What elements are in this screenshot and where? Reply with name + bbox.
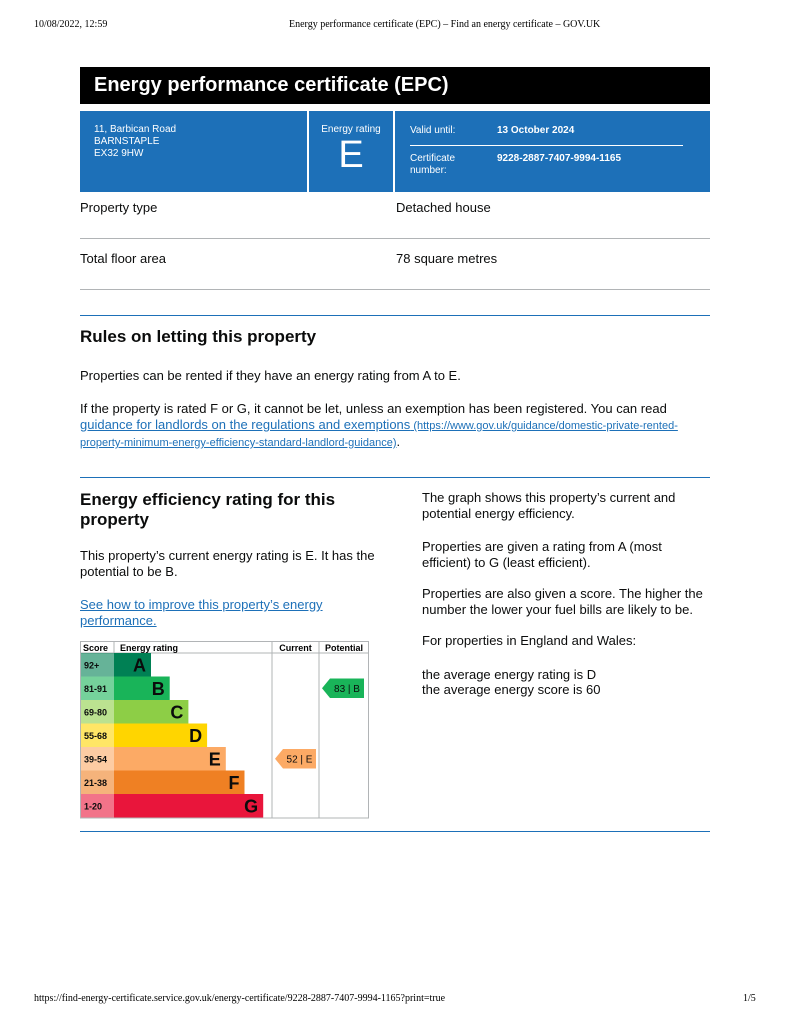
current-rating-text: This property’s current energy rating is E. It has the potential to be B. bbox=[80, 548, 375, 579]
band-bar-g bbox=[114, 794, 263, 818]
address-line: BARNSTAPLE bbox=[94, 136, 160, 147]
england-wales-label: For properties in England and Wales: bbox=[422, 633, 637, 648]
print-page-title: Energy performance certificate (EPC) – Find an energy certificate – GOV.UK bbox=[289, 19, 601, 30]
band-score-label: 39-54 bbox=[84, 754, 108, 765]
rating-explanation: Properties are given a rating from A (most efficient) to G (least efficient). bbox=[422, 539, 662, 570]
band-score-label: 69-80 bbox=[84, 707, 108, 718]
address-line: EX32 9HW bbox=[94, 148, 144, 159]
landlord-guidance-url: (https://www.gov.uk/guidance/domestic-private-rented-property-minimum-energy-efficiency-standard-landlord-guidance) bbox=[80, 420, 678, 449]
band-letter: A bbox=[133, 655, 146, 676]
chart-header-score: Score bbox=[83, 643, 109, 653]
print-datetime: 10/08/2022, 12:59 bbox=[34, 19, 108, 30]
divider bbox=[410, 145, 683, 146]
band-score-label: 92+ bbox=[84, 660, 100, 671]
band-letter: C bbox=[170, 702, 184, 723]
section-divider bbox=[80, 831, 710, 832]
certificate-summary-box bbox=[80, 111, 710, 192]
page-title: Energy performance certificate (EPC) bbox=[80, 67, 710, 104]
band-score-label: 21-38 bbox=[84, 777, 108, 788]
certificate-number-label: Certificate number: bbox=[410, 153, 456, 176]
summary-row-property-type bbox=[80, 188, 710, 239]
landlord-guidance-link-text: guidance for landlords on the regulations and exemptions bbox=[80, 417, 411, 432]
current-rating-label: 52 | E bbox=[286, 754, 313, 766]
band-letter: E bbox=[208, 749, 221, 770]
summary-value: Detached house bbox=[396, 200, 491, 215]
summary-row-floor-area bbox=[80, 239, 710, 290]
band-letter: F bbox=[228, 772, 240, 793]
letting-paragraph-2 bbox=[80, 401, 712, 451]
band-letter: G bbox=[244, 796, 259, 817]
print-url: https://find-energy-certificate.service.gov.uk/energy-certificate/9228-2887-7407-9994-1165?print=true bbox=[34, 993, 446, 1004]
potential-rating-label: 83 | B bbox=[334, 683, 360, 695]
property-address bbox=[80, 111, 304, 192]
letting-paragraph-1: Properties can be rented if they have an energy rating from A to E. bbox=[80, 368, 461, 383]
summary-value: 78 square metres bbox=[396, 251, 498, 266]
certificate-number-value: 9228-2887-7407-9994-1165 bbox=[497, 153, 621, 164]
band-bar-f bbox=[114, 771, 245, 795]
certificate-validity bbox=[397, 111, 710, 192]
energy-rating-box bbox=[307, 111, 395, 192]
chart-header-potential: Potential bbox=[324, 643, 364, 653]
energy-rating-label: Energy rating bbox=[321, 124, 381, 135]
landlord-guidance-link[interactable] bbox=[80, 417, 678, 449]
improve-performance-link[interactable]: See how to improve this property’s energy performance. bbox=[80, 597, 323, 628]
score-explanation: Properties are also given a score. The higher the number the lower your fuel bills are likely to be. bbox=[422, 586, 703, 617]
band-score-label: 81-91 bbox=[84, 683, 108, 694]
energy-rating-chart bbox=[80, 641, 370, 819]
band-letter: B bbox=[151, 678, 165, 699]
band-score-label: 55-68 bbox=[84, 730, 108, 741]
valid-until-value: 13 October 2024 bbox=[497, 125, 575, 136]
valid-until-label: Valid until: bbox=[410, 125, 456, 136]
summary-label: Property type bbox=[80, 200, 158, 215]
letting-text: If the property is rated F or G, it cannot be let, unless an exemption has been registered. You can read bbox=[80, 401, 667, 416]
letting-text-end: . bbox=[396, 434, 401, 449]
summary-label: Total floor area bbox=[80, 251, 166, 266]
efficiency-heading: Energy efficiency rating for this property bbox=[80, 490, 336, 529]
band-letter: D bbox=[189, 725, 203, 746]
improve-paragraph bbox=[80, 597, 360, 629]
energy-rating-letter: E bbox=[338, 134, 364, 176]
chart-header-rating: Energy rating bbox=[120, 643, 179, 653]
chart-header-current: Current bbox=[279, 643, 312, 653]
band-score-label: 1-20 bbox=[84, 801, 103, 812]
section-divider bbox=[80, 315, 710, 316]
section-divider bbox=[80, 477, 710, 478]
average-rating: the average energy rating is D bbox=[422, 667, 597, 682]
print-page-number: 1/5 bbox=[743, 993, 756, 1004]
letting-heading: Rules on letting this property bbox=[80, 327, 317, 346]
average-score: the average energy score is 60 bbox=[422, 682, 601, 697]
graph-explanation: The graph shows this property’s current and potential energy efficiency. bbox=[422, 490, 676, 521]
address-line: 11, Barbican Road bbox=[94, 124, 177, 135]
